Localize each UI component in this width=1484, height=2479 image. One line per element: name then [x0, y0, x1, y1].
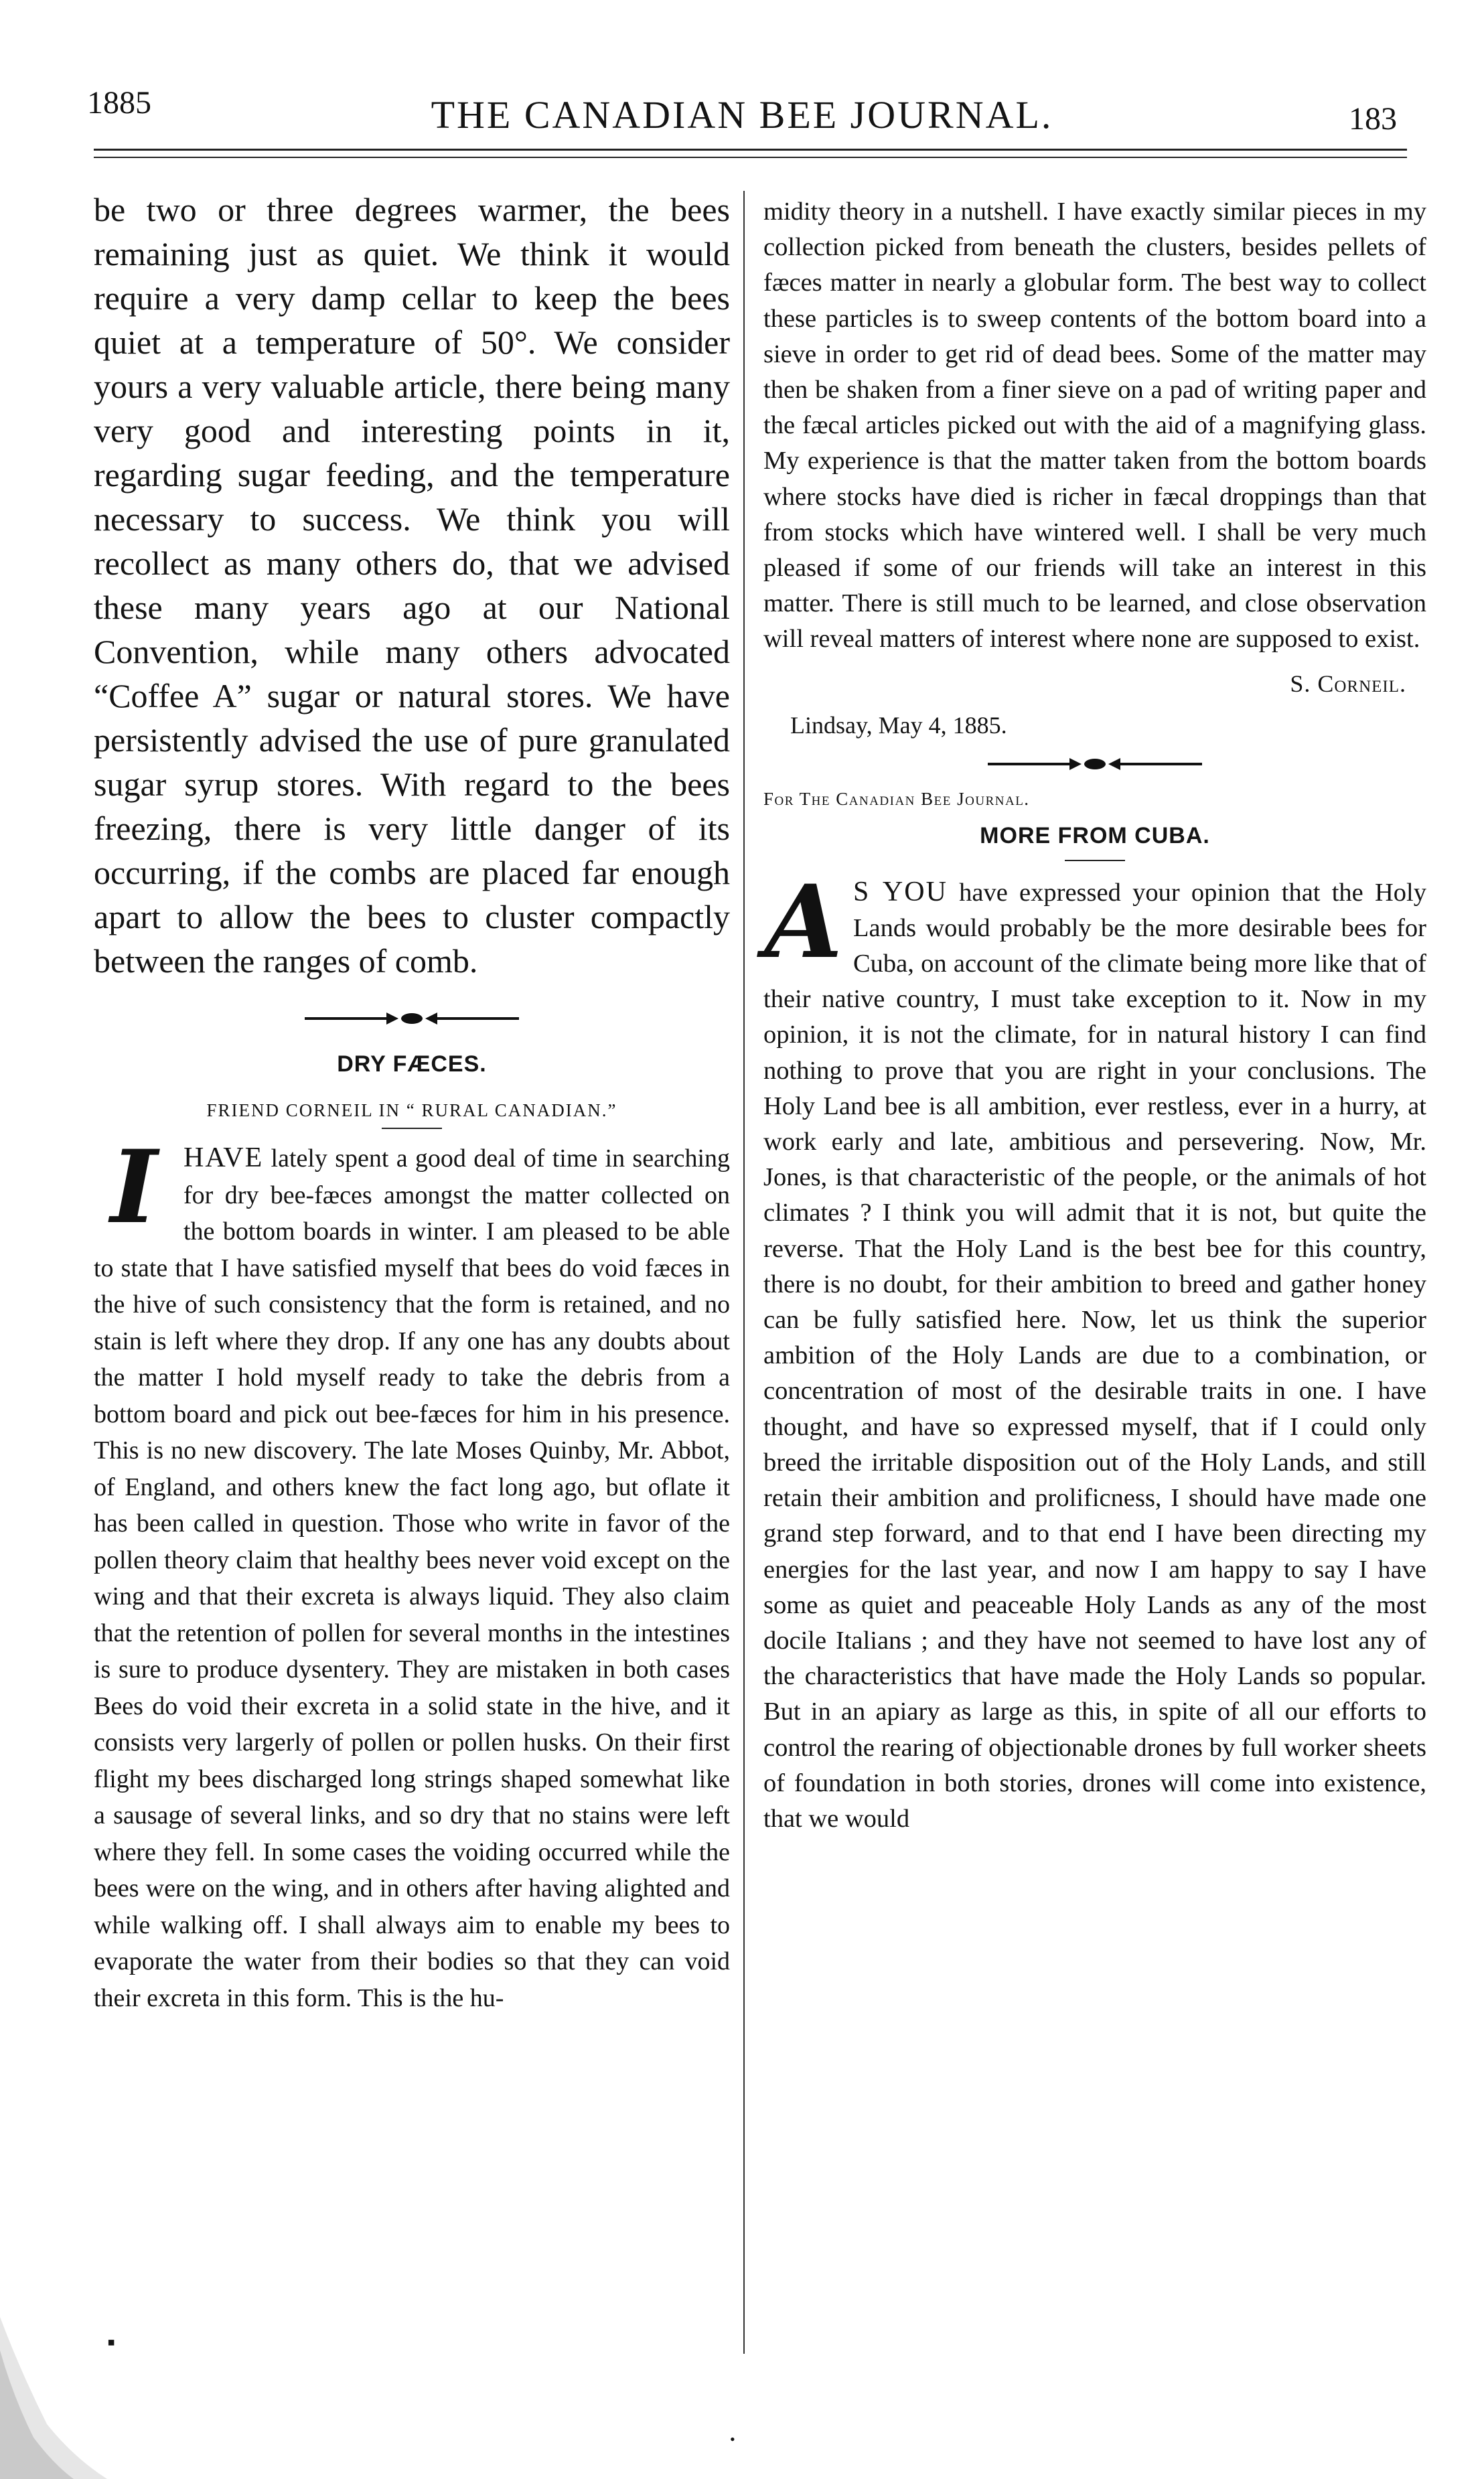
- running-header: [87, 80, 1397, 154]
- header-rule-thick: [94, 149, 1407, 151]
- publication-notice: For The Canadian Bee Journal.: [763, 788, 1030, 809]
- page-number: 183: [1349, 101, 1397, 137]
- drop-cap-letter: A: [764, 862, 843, 981]
- article-text: [763, 862, 1426, 1837]
- header-year: 1885: [87, 85, 151, 121]
- journal-title: THE CANADIAN BEE JOURNAL.: [431, 93, 1053, 137]
- opening-words: HAVE: [183, 1142, 264, 1173]
- article-title-dry-faeces: DRY FÆCES.: [337, 1051, 487, 1077]
- article-body-dry-faeces: [94, 1128, 731, 2016]
- dateline: Lindsay, May 4, 1885.: [790, 711, 1007, 739]
- article-paragraph: have expressed your opinion that the Holy Lands would probably be the more desirable bees for Cuba, on account of the climate being more like that of their native country, I must take exception to it. Now in my opinion, it is not the climate, for in natural history I can find nothing to prove that you are right in your conclusions. The Holy Land bee is all ambition, ever restless, ever in a hurry, at work early and late, ambitious and persevering. Now, Mr. Jones, is that characteristic of the people, or the animals of hot climates ? I think you will admit that it is not, but quite the reverse. That the Holy Land is the best bee for this country, there is no doubt, for their ambition to breed and gather honey can be fully satisfied here. Now, let us think the superior ambition of the Holy Lands are due to a combination, or concentration of most of the desirable traits in one. I have thought, and have so expressed myself, that if I could only breed the irritable disposition out of the Holy Lands, and still retain their ambition and prolificness, I should have made one grand step forward, and to that end I have been directing my energies for the last year, and now I am happy to say I have some as quiet and peaceable Holy Lands as any of the most docile Italians ; and they have not seemed to have lost any of the characteristics that have made the Holy Lands so popular. But in an apiary as large as this, in spite of all our efforts to control the rearing of objectionable drones by full worker sheets of foundation in both stories, drones will come into existence, that we would: [763, 878, 1426, 1833]
- column-divider: [743, 191, 745, 2354]
- article-text: [94, 1128, 731, 2016]
- page-edge-stain: [0, 2290, 107, 2479]
- subtitle-rule: [382, 1128, 442, 1129]
- article-subtitle-source: FRIEND CORNEIL IN “ RURAL CANADIAN.”: [206, 1100, 617, 1120]
- left-column: [94, 187, 730, 2016]
- title-rule: [1065, 860, 1125, 861]
- author-signature: S. Corneil.: [1290, 670, 1406, 697]
- right-column: [763, 194, 1426, 1837]
- ornament-divider: [298, 1008, 526, 1029]
- drop-cap-letter: I: [110, 1128, 158, 1246]
- header-rule-thin: [94, 157, 1407, 158]
- article-body-more-from-cuba: [763, 862, 1426, 1837]
- print-speck: •: [730, 2431, 735, 2448]
- article-title-more-from-cuba: MORE FROM CUBA.: [980, 822, 1210, 848]
- ornament-divider: [981, 754, 1209, 774]
- article-paragraph: lately spent a good deal of time in searching for dry bee-fæces amongst the matter collected on the bottom boards in winter. I am pleased to be able to state that I have satisfied myself that bees do void fæces in the hive of such consistency that the form is retained, and no stain is left where they drop. If any one has any doubts about the matter I hold myself ready to take the debris from a bottom board and pick out bee-fæces for him in his presence. This is no new discovery. The late Moses Quinby, Mr. Abbot, of England, and others knew the fact long ago, but oflate it has been called in question. Those who write in favor of the pollen theory claim that healthy bees never void except on the wing and that their excreta is always liquid. They also claim that the retention of pollen for several months in the intestines is sure to produce dysentery. They are mistaken in both cases Bees do void their excreta in a solid state in the hive, and it consists very largerly of pollen or pollen husks. On their first flight my bees discharged long strings shaped somewhat like a sausage of several links, and so dry that no stains were left where they fell. In some cases the voiding occurred while the bees were on the wing, and in others after having alighted and while walking off. I shall always aim to enable my bees to evaporate the water from their bodies so that they can void their excreta in this form. This is the hu-: [94, 1144, 731, 2012]
- opening-words: S YOU: [853, 876, 948, 907]
- continued-article-text: midity theory in a nutshell. I have exactly similar pieces in my collection picked from beneath the clusters, besides pellets of fæces matter in nearly a globular form. The best way to collect these particles is to sweep contents of the bottom board into a sieve in order to get rid of dead bees. Some of the matter may then be shaken from a finer sieve on a pad of writing paper and the fæcal articles picked out with the aid of a magnifying glass. My experience is that the matter taken from the bottom boards where stocks have died is richer in fæcal droppings than that from stocks which have wintered well. I shall be very much pleased if some of our friends will take an interest in this matter. There is still much to be learned, and close observation will reveal matters of interest where none are supposed to exist.: [763, 198, 1426, 654]
- editorial-reply-text: be two or three degrees warmer, the bees remaining just as quiet. We think it would require a very damp cellar to keep the bees quiet at a temperature of 50°. We consider yours a very valuable article, there being many very good and interesting points in it, regarding sugar feeding, and the temperature necessary to success. We think you will recollect as many others do, that we advised these many years ago at our National Convention, while many others advocated “Coffee A” sugar or natural stores. We have persistently advised the use of pure granulated sugar syrup stores. With regard to the bees freezing, there is very little danger of its occurring, if the combs are placed far enough apart to allow the bees to cluster compactly between the ranges of comb.: [94, 191, 730, 980]
- print-speck: ▪: [107, 2330, 116, 2355]
